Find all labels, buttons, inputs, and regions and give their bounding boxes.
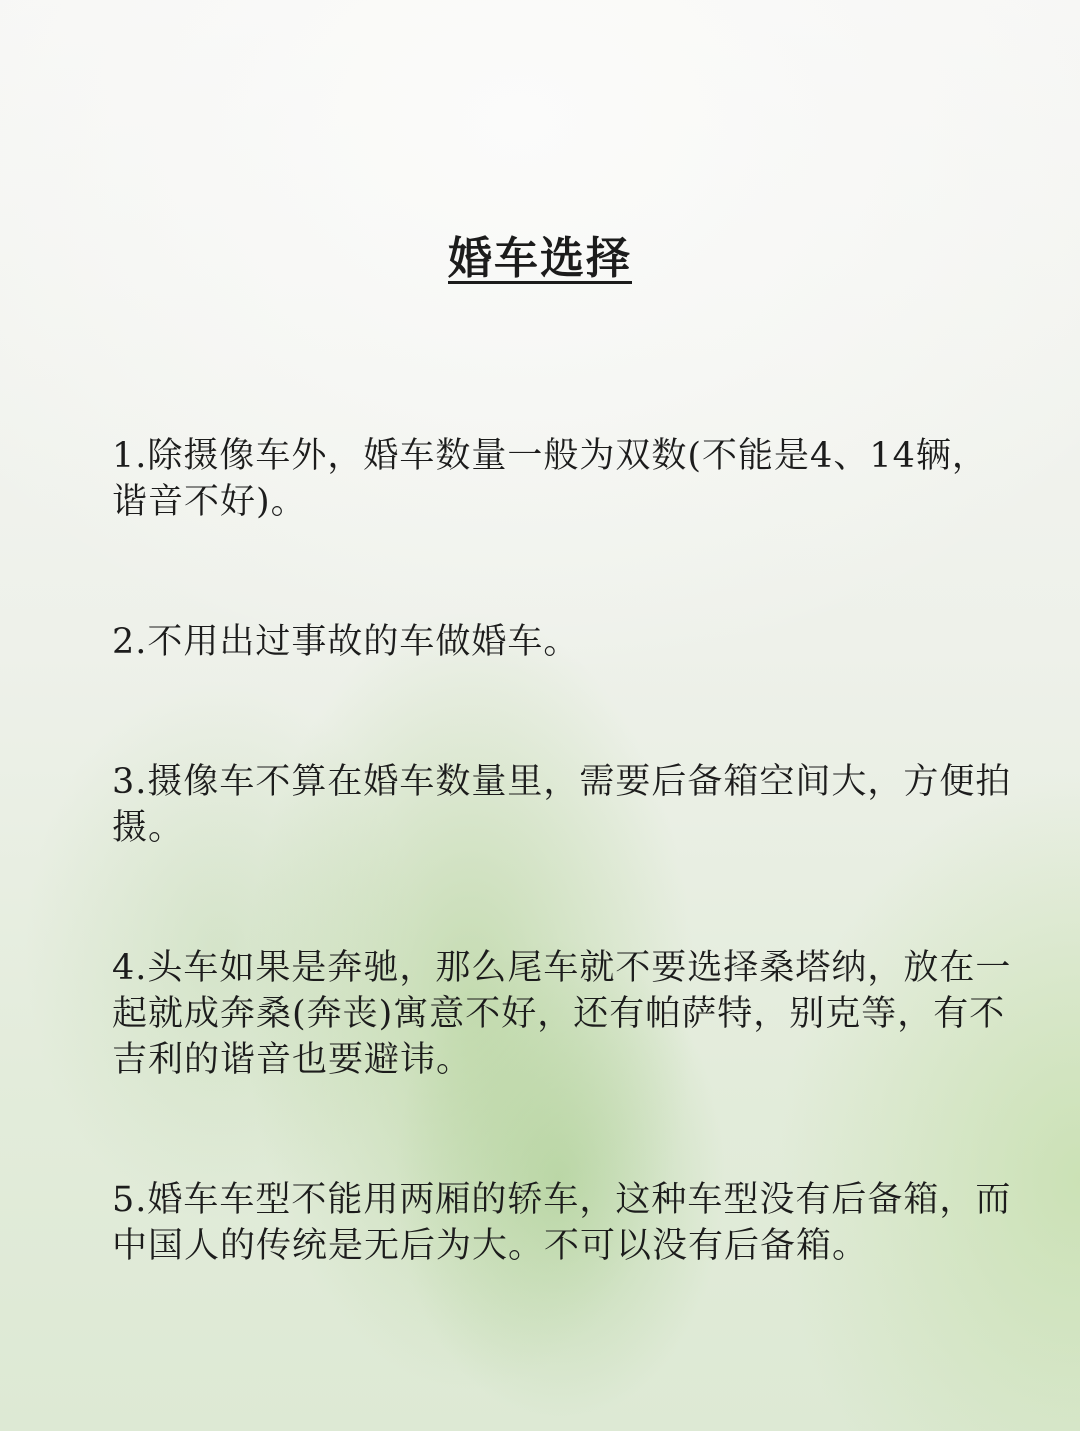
page-title-text: 婚车选择	[448, 233, 632, 284]
rule-item-3: 3.摄像车不算在婚车数量里，需要后备箱空间大，方便拍摄。	[112, 762, 1012, 848]
rule-item-2: 2.不用出过事故的车做婚车。	[112, 622, 580, 662]
page-title	[0, 222, 1080, 286]
rule-item-1: 1.除摄像车外，婚车数量一般为双数(不能是4、14辆，谐音不好)。	[112, 436, 988, 522]
rule-item-5: 5.婚车车型不能用两厢的轿车，这种车型没有后备箱，而中国人的传统是无后为大。不可以没有后备箱。	[112, 1180, 1012, 1266]
rule-item-4: 4.头车如果是奔驰，那么尾车就不要选择桑塔纳，放在一起就成奔桑(奔丧)寓意不好，还有帕萨特，别克等，有不吉利的谐音也要避讳。	[112, 948, 1012, 1080]
